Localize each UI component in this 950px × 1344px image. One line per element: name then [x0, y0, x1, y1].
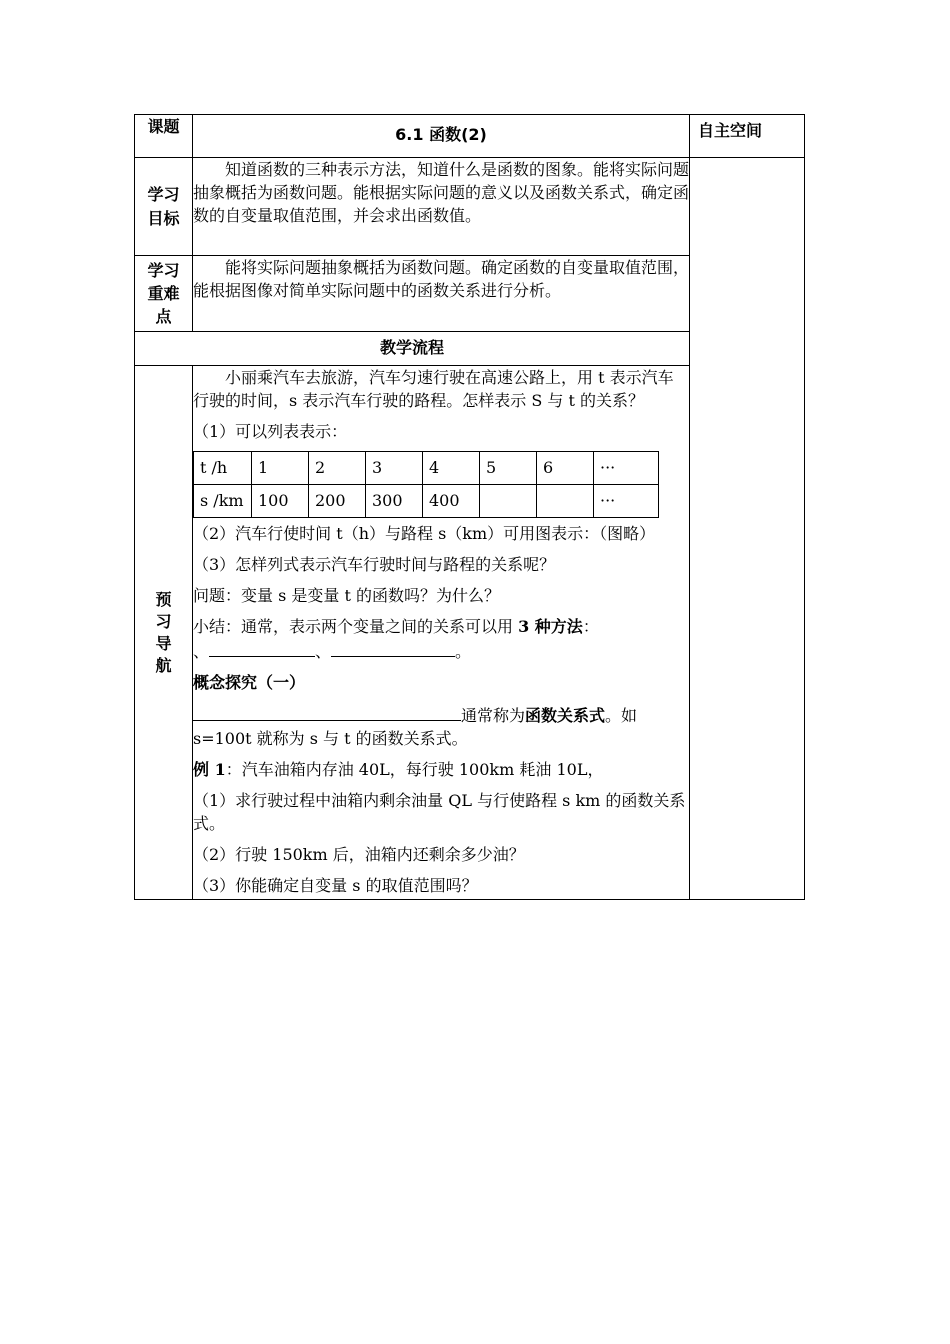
objectives-label	[135, 158, 193, 256]
lesson-table	[134, 114, 805, 900]
intro-paragraph: 小丽乘汽车去旅游，汽车匀速行驶在高速公路上，用 t 表示汽车行驶的时间，s 表示汽车行驶的路程。怎样表示 S 与 t 的关系？	[193, 368, 674, 410]
example-question-3: （3）你能确定自变量 s 的取值范围吗？	[193, 876, 478, 895]
table-cell: ···	[594, 485, 659, 518]
blank-line-3[interactable]	[193, 702, 461, 721]
preview-label	[135, 366, 193, 900]
table-cell: ···	[594, 452, 659, 485]
summary-end: 。	[455, 642, 472, 661]
difficulties-label-line1: 学习	[147, 261, 180, 280]
objectives-row	[135, 158, 805, 256]
table-cell: 3	[366, 452, 423, 485]
preview-content	[193, 366, 690, 900]
difficulties-label-line3: 点	[155, 307, 172, 326]
lesson-title: 6.1 函数(2)	[193, 115, 690, 158]
example-question-2: （2）行驶 150km 后，油箱内还剩余多少油？	[193, 845, 525, 864]
concept-bold: 函数关系式	[525, 706, 606, 725]
table-cell	[537, 485, 594, 518]
table-cell: 100	[252, 485, 309, 518]
table-cell: 2	[309, 452, 366, 485]
objectives-text: 知道函数的三种表示方法，知道什么是函数的图象。能将实际问题抽象概括为函数问题。能根据实际问题的意义以及函数关系式，确定函数的自变量取值范围，并会求出函数值。	[193, 158, 690, 256]
example-1	[193, 758, 689, 781]
summary	[193, 615, 689, 663]
time-distance-table	[193, 451, 659, 518]
difficulties-label	[135, 256, 193, 332]
concept-mid: 通常称为	[461, 706, 526, 725]
side-space-column	[690, 158, 805, 900]
example-text: ：汽车油箱内存油 40L，每行驶 100km 耗油 10L，	[225, 760, 604, 779]
concept-paragraph	[193, 702, 689, 750]
side-space-label: 自主空间	[690, 115, 805, 158]
table-cell: t /h	[194, 452, 252, 485]
preview-label-char1: 预	[155, 589, 172, 609]
preview-label-char3: 导	[155, 633, 172, 653]
objectives-label-line2: 目标	[147, 208, 180, 228]
table-cell	[480, 485, 537, 518]
header-row	[135, 115, 805, 158]
summary-separator-1: 、	[193, 642, 210, 661]
summary-bold: 3 种方法	[518, 617, 583, 636]
table-cell: 400	[423, 485, 480, 518]
question-2: （2）汽车行使时间 t（h）与路程 s（km）可用图表示：（图略）	[193, 524, 656, 543]
preview-label-char4: 航	[155, 655, 172, 675]
question-3: （3）怎样列式表示汽车行驶时间与路程的关系呢？	[193, 555, 556, 574]
question-1: （1）可以列表表示：	[193, 422, 348, 441]
summary-separator-2: 、	[315, 642, 332, 661]
summary-prefix: 小结：通常，表示两个变量之间的关系可以用	[193, 617, 519, 636]
table-cell: s /km	[194, 485, 252, 518]
table-row-distance	[194, 485, 659, 518]
example-question-1: （1）求行驶过程中油箱内剩余油量 QL 与行使路程 s km 的函数关系式。	[193, 791, 686, 833]
table-cell: 5	[480, 452, 537, 485]
example-label: 例 1	[193, 760, 226, 779]
table-cell: 300	[366, 485, 423, 518]
table-row-time	[194, 452, 659, 485]
blank-line-2[interactable]	[331, 638, 455, 657]
lesson-plan	[134, 114, 804, 900]
difficulties-label-line2: 重难	[147, 284, 180, 303]
blank-line-1[interactable]	[209, 638, 315, 657]
concept-tail: 。如 s=100t 就称为 s 与 t 的函数关系式。	[193, 706, 638, 748]
preview-label-char2: 习	[155, 611, 172, 631]
objectives-label-line1: 学习	[147, 184, 180, 204]
teaching-flow-title: 教学流程	[135, 332, 690, 366]
summary-colon: ：	[582, 617, 599, 636]
concept-title: 概念探究（一）	[193, 673, 306, 692]
table-cell: 200	[309, 485, 366, 518]
table-cell: 1	[252, 452, 309, 485]
table-cell: 4	[423, 452, 480, 485]
table-cell: 6	[537, 452, 594, 485]
difficulties-text: 能将实际问题抽象概括为函数问题。确定函数的自变量取值范围，能根据图像对简单实际问题中的函数关系进行分析。	[193, 256, 690, 332]
topic-label: 课题	[135, 115, 193, 158]
question-function: 问题：变量 s 是变量 t 的函数吗？为什么？	[193, 586, 500, 605]
